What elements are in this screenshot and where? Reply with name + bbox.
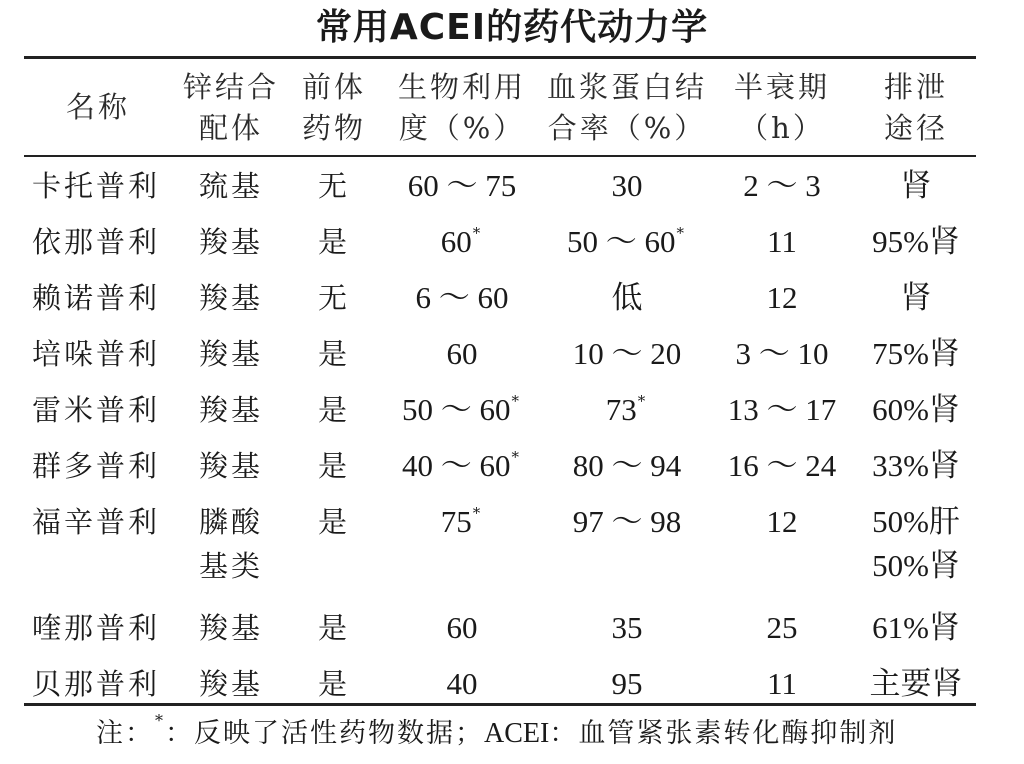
- zinc-ligand-cell: [172, 438, 290, 494]
- excretion-cell: [856, 214, 976, 270]
- excretion-route: 50%肾: [872, 548, 960, 583]
- drug-name: 福辛普利: [32, 505, 161, 539]
- excretion-route: 主要肾: [869, 666, 963, 701]
- half-life-value: 12: [766, 280, 798, 315]
- zinc-ligand: 羧基: [198, 281, 263, 315]
- column-header-line: 名称: [65, 90, 130, 124]
- protein-binding-value: 80 ～ 94: [572, 448, 682, 483]
- note-text-2: ：血管紧张素转化酶抑制剂: [549, 718, 898, 749]
- column-header: [708, 60, 856, 155]
- prodrug-value: 是: [317, 225, 350, 259]
- table-row: [24, 382, 976, 438]
- zinc-ligand-cell: [172, 270, 290, 326]
- table-row: [24, 158, 976, 214]
- excretion-cell: [856, 270, 976, 326]
- column-header-line: 半衰期: [733, 69, 830, 104]
- header-rule: [24, 155, 976, 157]
- half-life-value: 16 ～ 24: [727, 448, 837, 483]
- column-header: [546, 60, 708, 155]
- protein-binding-cell: [546, 214, 708, 270]
- bioavailability-cell: [378, 438, 546, 494]
- prodrug-cell: [290, 600, 378, 656]
- table-row: [24, 494, 976, 600]
- protein-binding-cell: [546, 270, 708, 326]
- excretion-route: 61%肾: [872, 610, 960, 645]
- drug-name-cell: [24, 600, 172, 656]
- excretion-route: 75%肾: [872, 336, 960, 371]
- column-header-line: 前体: [301, 69, 366, 104]
- half-life-value: 11: [767, 666, 797, 701]
- prodrug-cell: [290, 438, 378, 494]
- protein-binding-cell: [546, 158, 708, 214]
- excretion-route: 肾: [900, 280, 932, 315]
- zinc-ligand-cell: [172, 326, 290, 382]
- table-title: 常用ACEI的药代动力学: [315, 7, 709, 48]
- note-mark: *: [155, 711, 165, 730]
- prodrug-cell: [290, 326, 378, 382]
- half-life-cell: [708, 270, 856, 326]
- excretion-route: 60%肾: [872, 392, 960, 427]
- note-abbr: ACEI: [484, 718, 550, 749]
- drug-name: 卡托普利: [32, 169, 161, 203]
- zinc-ligand: 巯基: [198, 169, 263, 203]
- drug-name: 赖诺普利: [32, 281, 161, 315]
- zinc-ligand: 羧基: [198, 337, 263, 371]
- bioavailability-value: 60: [440, 224, 472, 259]
- bioavailability-value: 60: [446, 336, 478, 371]
- active-drug-mark: *: [637, 392, 649, 410]
- drug-name-cell: [24, 438, 172, 494]
- column-header: [24, 60, 172, 155]
- zinc-ligand-cell: [172, 382, 290, 438]
- zinc-ligand-cell: [172, 214, 290, 270]
- column-header: [378, 60, 546, 155]
- column-header: [290, 60, 378, 155]
- prodrug-cell: [290, 382, 378, 438]
- prodrug-cell: [290, 494, 378, 600]
- note-prefix: 注：: [96, 718, 154, 749]
- half-life-value: 25: [766, 610, 798, 645]
- prodrug-value: 是: [317, 505, 350, 539]
- column-header-line: （h）: [739, 110, 825, 145]
- excretion-cell: [856, 600, 976, 656]
- active-drug-mark: *: [511, 392, 522, 410]
- drug-name: 群多普利: [32, 449, 161, 483]
- protein-binding-value: 95: [611, 666, 643, 701]
- active-drug-mark: *: [472, 224, 484, 242]
- bioavailability-value: 40: [446, 666, 478, 701]
- zinc-ligand: 羧基: [198, 225, 263, 259]
- bioavailability-value: 40 ～ 60: [402, 448, 511, 483]
- half-life-value: 2 ～ 3: [743, 168, 821, 203]
- table-row: [24, 270, 976, 326]
- table-header: [24, 60, 976, 155]
- zinc-ligand: 羧基: [198, 449, 263, 483]
- bioavailability-cell: [378, 270, 546, 326]
- protein-binding-cell: [546, 438, 708, 494]
- bioavailability-cell: [378, 494, 546, 600]
- drug-name-cell: [24, 382, 172, 438]
- drug-name: 贝那普利: [32, 667, 161, 701]
- half-life-cell: [708, 326, 856, 382]
- excretion-cell: [856, 382, 976, 438]
- prodrug-value: 无: [317, 169, 350, 203]
- column-header-line: 配体: [198, 110, 263, 145]
- column-header-line: 途径: [883, 110, 948, 145]
- zinc-ligand-cell: [172, 158, 290, 214]
- active-drug-mark: *: [472, 504, 484, 522]
- protein-binding-value: 35: [611, 610, 643, 645]
- bioavailability-value: 75: [440, 504, 472, 539]
- drug-name-cell: [24, 214, 172, 270]
- note-text-1: ：反映了活性药物数据；: [165, 718, 484, 749]
- table-row: [24, 438, 976, 494]
- bioavailability-value: 60: [446, 610, 478, 645]
- protein-binding-value: 低: [611, 280, 643, 315]
- excretion-cell: [856, 494, 976, 600]
- half-life-cell: [708, 438, 856, 494]
- bioavailability-value: 60 ～ 75: [407, 168, 517, 203]
- bioavailability-cell: [378, 382, 546, 438]
- drug-name: 培哚普利: [32, 337, 161, 371]
- protein-binding-cell: [546, 326, 708, 382]
- protein-binding-cell: [546, 494, 708, 600]
- half-life-cell: [708, 214, 856, 270]
- prodrug-value: 是: [317, 611, 350, 645]
- half-life-value: 3 ～ 10: [735, 336, 829, 371]
- zinc-ligand: 羧基: [198, 667, 263, 701]
- zinc-ligand-cell: [172, 600, 290, 656]
- column-header-line: 锌结合: [182, 69, 279, 104]
- protein-binding-value: 30: [611, 168, 643, 203]
- zinc-ligand: 羧基: [198, 393, 263, 427]
- column-header: [172, 60, 290, 155]
- table-row: [24, 326, 976, 382]
- column-header-line: 血浆蛋白结: [546, 69, 707, 104]
- top-rule: [24, 56, 976, 59]
- drug-name: 喹那普利: [32, 611, 161, 645]
- table-body: [24, 158, 976, 712]
- half-life-value: 13 ～ 17: [727, 392, 837, 427]
- active-drug-mark: *: [676, 224, 687, 242]
- table-row: [24, 600, 976, 656]
- column-header-line: 排泄: [883, 69, 948, 104]
- excretion-cell: [856, 326, 976, 382]
- protein-binding-value: 10 ～ 20: [572, 336, 682, 371]
- excretion-route: 50%肝: [872, 504, 960, 539]
- prodrug-cell: [290, 270, 378, 326]
- zinc-ligand: 羧基: [198, 611, 263, 645]
- prodrug-value: 无: [317, 281, 350, 315]
- excretion-cell: [856, 438, 976, 494]
- column-header-line: 生物利用: [397, 69, 526, 104]
- bioavailability-value: 50 ～ 60: [402, 392, 511, 427]
- drug-name-cell: [24, 158, 172, 214]
- bioavailability-cell: [378, 214, 546, 270]
- prodrug-value: 是: [317, 449, 350, 483]
- table-row: [24, 214, 976, 270]
- prodrug-cell: [290, 214, 378, 270]
- drug-name: 雷米普利: [32, 393, 161, 427]
- bioavailability-cell: [378, 158, 546, 214]
- prodrug-value: 是: [317, 667, 350, 701]
- protein-binding-cell: [546, 382, 708, 438]
- half-life-cell: [708, 382, 856, 438]
- column-header-line: 合率（%）: [547, 110, 707, 145]
- drug-name-cell: [24, 494, 172, 600]
- header-row: [24, 60, 976, 155]
- excretion-cell: [856, 158, 976, 214]
- half-life-cell: [708, 494, 856, 600]
- column-header-line: 度（%）: [398, 110, 526, 145]
- half-life-value: 12: [766, 504, 798, 539]
- drug-name-cell: [24, 326, 172, 382]
- protein-binding-value: 50 ～ 60: [567, 224, 676, 259]
- half-life-value: 11: [767, 224, 797, 259]
- prodrug-value: 是: [317, 393, 350, 427]
- half-life-cell: [708, 600, 856, 656]
- protein-binding-cell: [546, 600, 708, 656]
- prodrug-cell: [290, 158, 378, 214]
- protein-binding-value: 97 ～ 98: [572, 504, 682, 539]
- excretion-route: 95%肾: [872, 224, 960, 259]
- zinc-ligand: 基类: [198, 549, 263, 583]
- table-footnote: [96, 712, 897, 756]
- protein-binding-value: 73: [605, 392, 637, 427]
- half-life-cell: [708, 158, 856, 214]
- bioavailability-value: 6 ～ 60: [415, 280, 509, 315]
- active-drug-mark: *: [511, 448, 522, 466]
- zinc-ligand-cell: [172, 494, 290, 600]
- bioavailability-cell: [378, 600, 546, 656]
- zinc-ligand: 膦酸: [198, 505, 263, 539]
- prodrug-value: 是: [317, 337, 350, 371]
- column-header-line: 药物: [301, 110, 366, 145]
- bottom-rule: [24, 703, 976, 706]
- drug-name: 依那普利: [32, 225, 161, 259]
- bioavailability-cell: [378, 326, 546, 382]
- excretion-route: 33%肾: [872, 448, 960, 483]
- excretion-route: 肾: [900, 168, 932, 203]
- column-header: [856, 60, 976, 155]
- drug-name-cell: [24, 270, 172, 326]
